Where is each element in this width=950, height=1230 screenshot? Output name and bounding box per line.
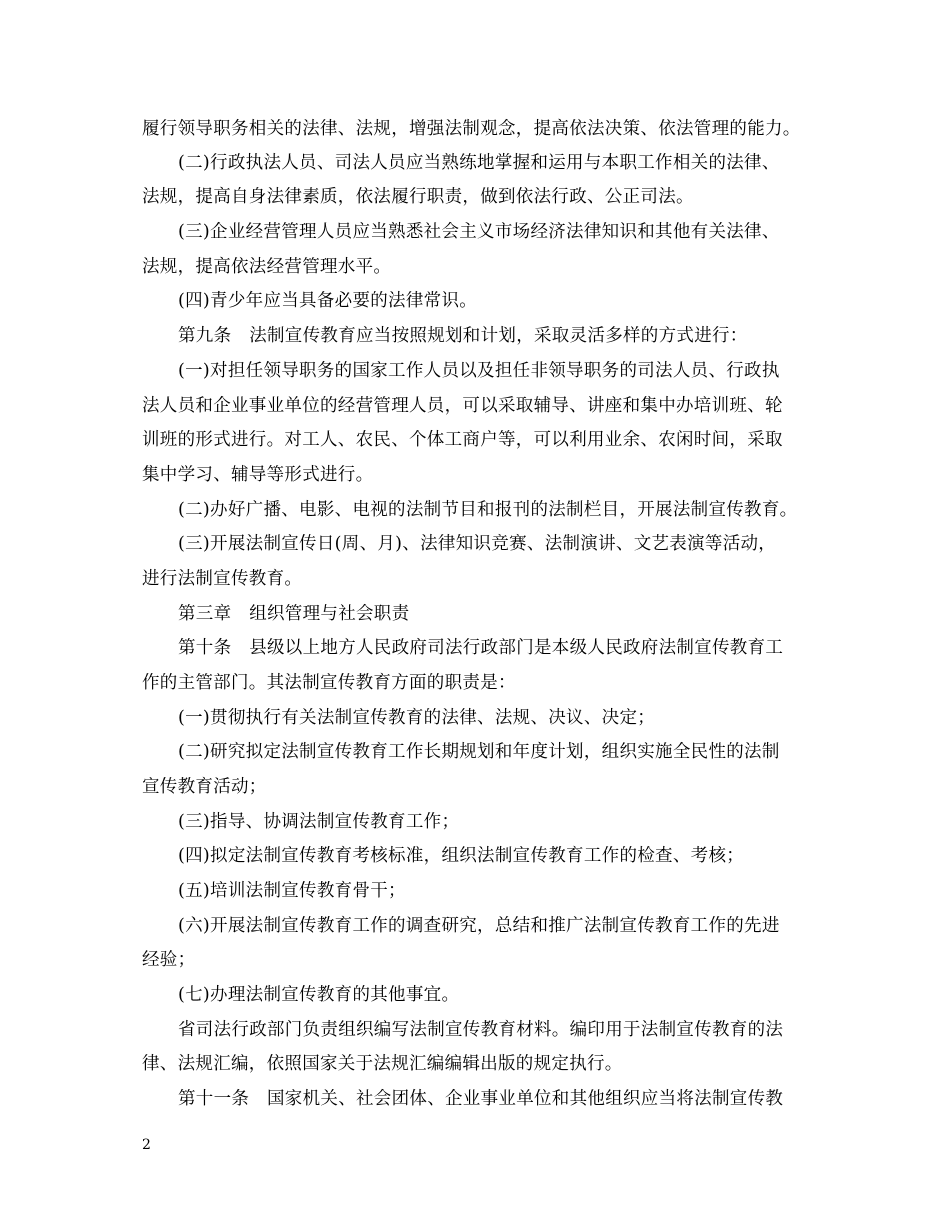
text-line: 法规，提高依法经营管理水平。 xyxy=(142,257,392,277)
chapter-heading: 第三章 组织管理与社会职责 xyxy=(178,604,410,624)
text-line: (四)青少年应当具备必要的法律常识。 xyxy=(178,291,478,311)
text-line: (三)企业经营管理人员应当熟悉社会主义市场经济法律知识和其他有关法律、 xyxy=(178,222,780,242)
text-line: 第十一条 国家机关、社会团体、企业事业单位和其他组织应当将法制宣传教 xyxy=(178,1089,784,1109)
text-line: (五)培训法制宣传教育骨干； xyxy=(178,881,406,901)
text-line: 进行法制宣传教育。 xyxy=(142,569,303,589)
text-line: 第十条 县级以上地方人民政府司法行政部门是本级人民政府法制宣传教育工 xyxy=(178,638,784,658)
text-line: (六)开展法制宣传教育工作的调查研究，总结和推广法制宣传教育工作的先进 xyxy=(178,916,780,936)
text-line: (二)行政执法人员、司法人员应当熟练地掌握和运用与本职工作相关的法律、 xyxy=(178,153,780,173)
text-line: (二)办好广播、电影、电视的法制节目和报刊的法制栏目，开展法制宣传教育。 xyxy=(178,500,798,520)
page-number: 2 xyxy=(142,1137,151,1153)
text-line: 作的主管部门。其法制宣传教育方面的职责是： xyxy=(142,673,516,693)
text-line: (二)研究拟定法制宣传教育工作长期规划和年度计划，组织实施全民性的法制 xyxy=(178,742,780,762)
text-line: (一)对担任领导职务的国家工作人员以及担任非领导职务的司法人员、行政执 xyxy=(178,361,780,381)
text-line: 法规，提高自身法律素质，依法履行职责，做到依法行政、公正司法。 xyxy=(142,187,694,207)
text-line: (三)开展法制宣传日(周、月)、法律知识竞赛、法制演讲、文艺表演等活动， xyxy=(178,534,777,554)
text-line: 律、法规汇编，依照国家关于法规汇编编辑出版的规定执行。 xyxy=(142,1054,623,1074)
text-line: 履行领导职务相关的法律、法规，增强法制观念，提高依法决策、依法管理的能力。 xyxy=(142,119,801,139)
text-line: 法人员和企业事业单位的经营管理人员，可以采取辅导、讲座和集中办培训班、轮 xyxy=(142,396,783,416)
text-line: (三)指导、协调法制宣传教育工作； xyxy=(178,812,460,832)
text-line: 省司法行政部门负责组织编写法制宣传教育材料。编印用于法制宣传教育的法 xyxy=(178,1020,784,1040)
text-line: 第九条 法制宣传教育应当按照规划和计划，采取灵活多样的方式进行： xyxy=(178,326,748,346)
text-line: 训班的形式进行。对工人、农民、个体工商户等，可以利用业余、农闲时间，采取 xyxy=(142,430,783,450)
text-line: (四)拟定法制宣传教育考核标准，组织法制宣传教育工作的检查、考核； xyxy=(178,846,745,866)
text-line: 经验； xyxy=(142,950,196,970)
text-line: 宣传教育活动； xyxy=(142,777,267,797)
text-line: (一)贯彻执行有关法制宣传教育的法律、法规、决议、决定； xyxy=(178,708,656,728)
text-line: (七)办理法制宣传教育的其他事宜。 xyxy=(178,985,460,1005)
text-line: 集中学习、辅导等形式进行。 xyxy=(142,465,374,485)
